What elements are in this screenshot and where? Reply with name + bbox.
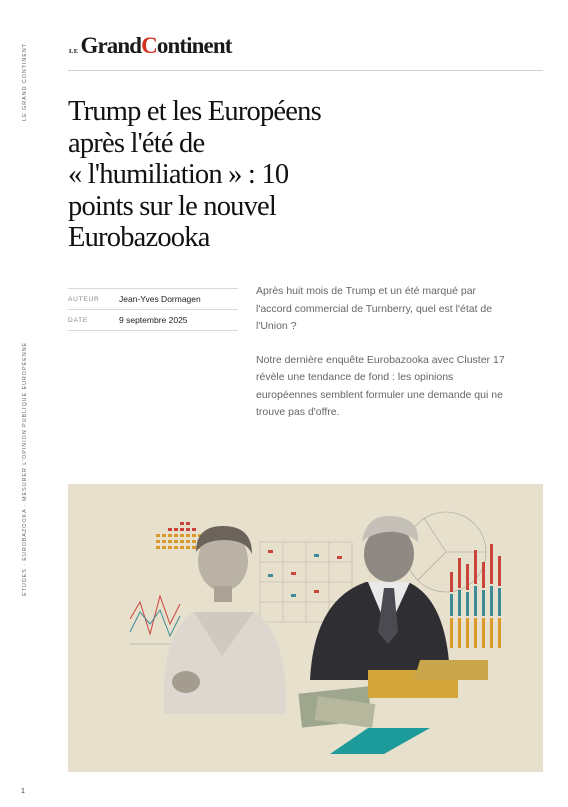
meta-author-row (68, 288, 238, 309)
masthead-logo[interactable] (69, 33, 231, 59)
article-title: Trump et les Européens après l'été de « l'humiliation » : 10 points sur le nouvel Eurobazooka (68, 96, 321, 253)
meta-author-value[interactable]: Jean-Yves Dormagen (119, 294, 201, 304)
meta-date-row (68, 309, 238, 331)
meta-date-value: 9 septembre 2025 (119, 315, 188, 325)
page-number: 1 (21, 788, 25, 795)
article-lede (256, 283, 511, 438)
logo-prefix: LE (69, 48, 79, 55)
sidebar-publication-label: LE GRAND CONTINENT (22, 43, 28, 121)
hero-illustration (68, 484, 543, 772)
lede-paragraph: Après huit mois de Trump et un été marqué par l'accord commercial de Turnberry, quel est l'état de l'Union ? (256, 285, 493, 332)
lede-paragraph: Notre dernière enquête Eurobazooka avec Cluster 17 révèle une tendance de fond : les opinions européennes semblent formuler une demande qui ne trouve pas d'offre. (256, 353, 505, 418)
article-meta (68, 288, 238, 331)
yellow-slant-graphic (414, 660, 488, 680)
header-divider (68, 70, 543, 71)
logo-wordmark: GrandContinent (80, 33, 232, 58)
meta-date-label: DATE (68, 316, 89, 324)
sidebar-section-label: ÉTUDES · EUROBAZOOKA · MESURER L'OPINION PUBLIQUE EUROPÉENNE (22, 341, 28, 596)
meta-author-label: AUTEUR (68, 295, 100, 303)
